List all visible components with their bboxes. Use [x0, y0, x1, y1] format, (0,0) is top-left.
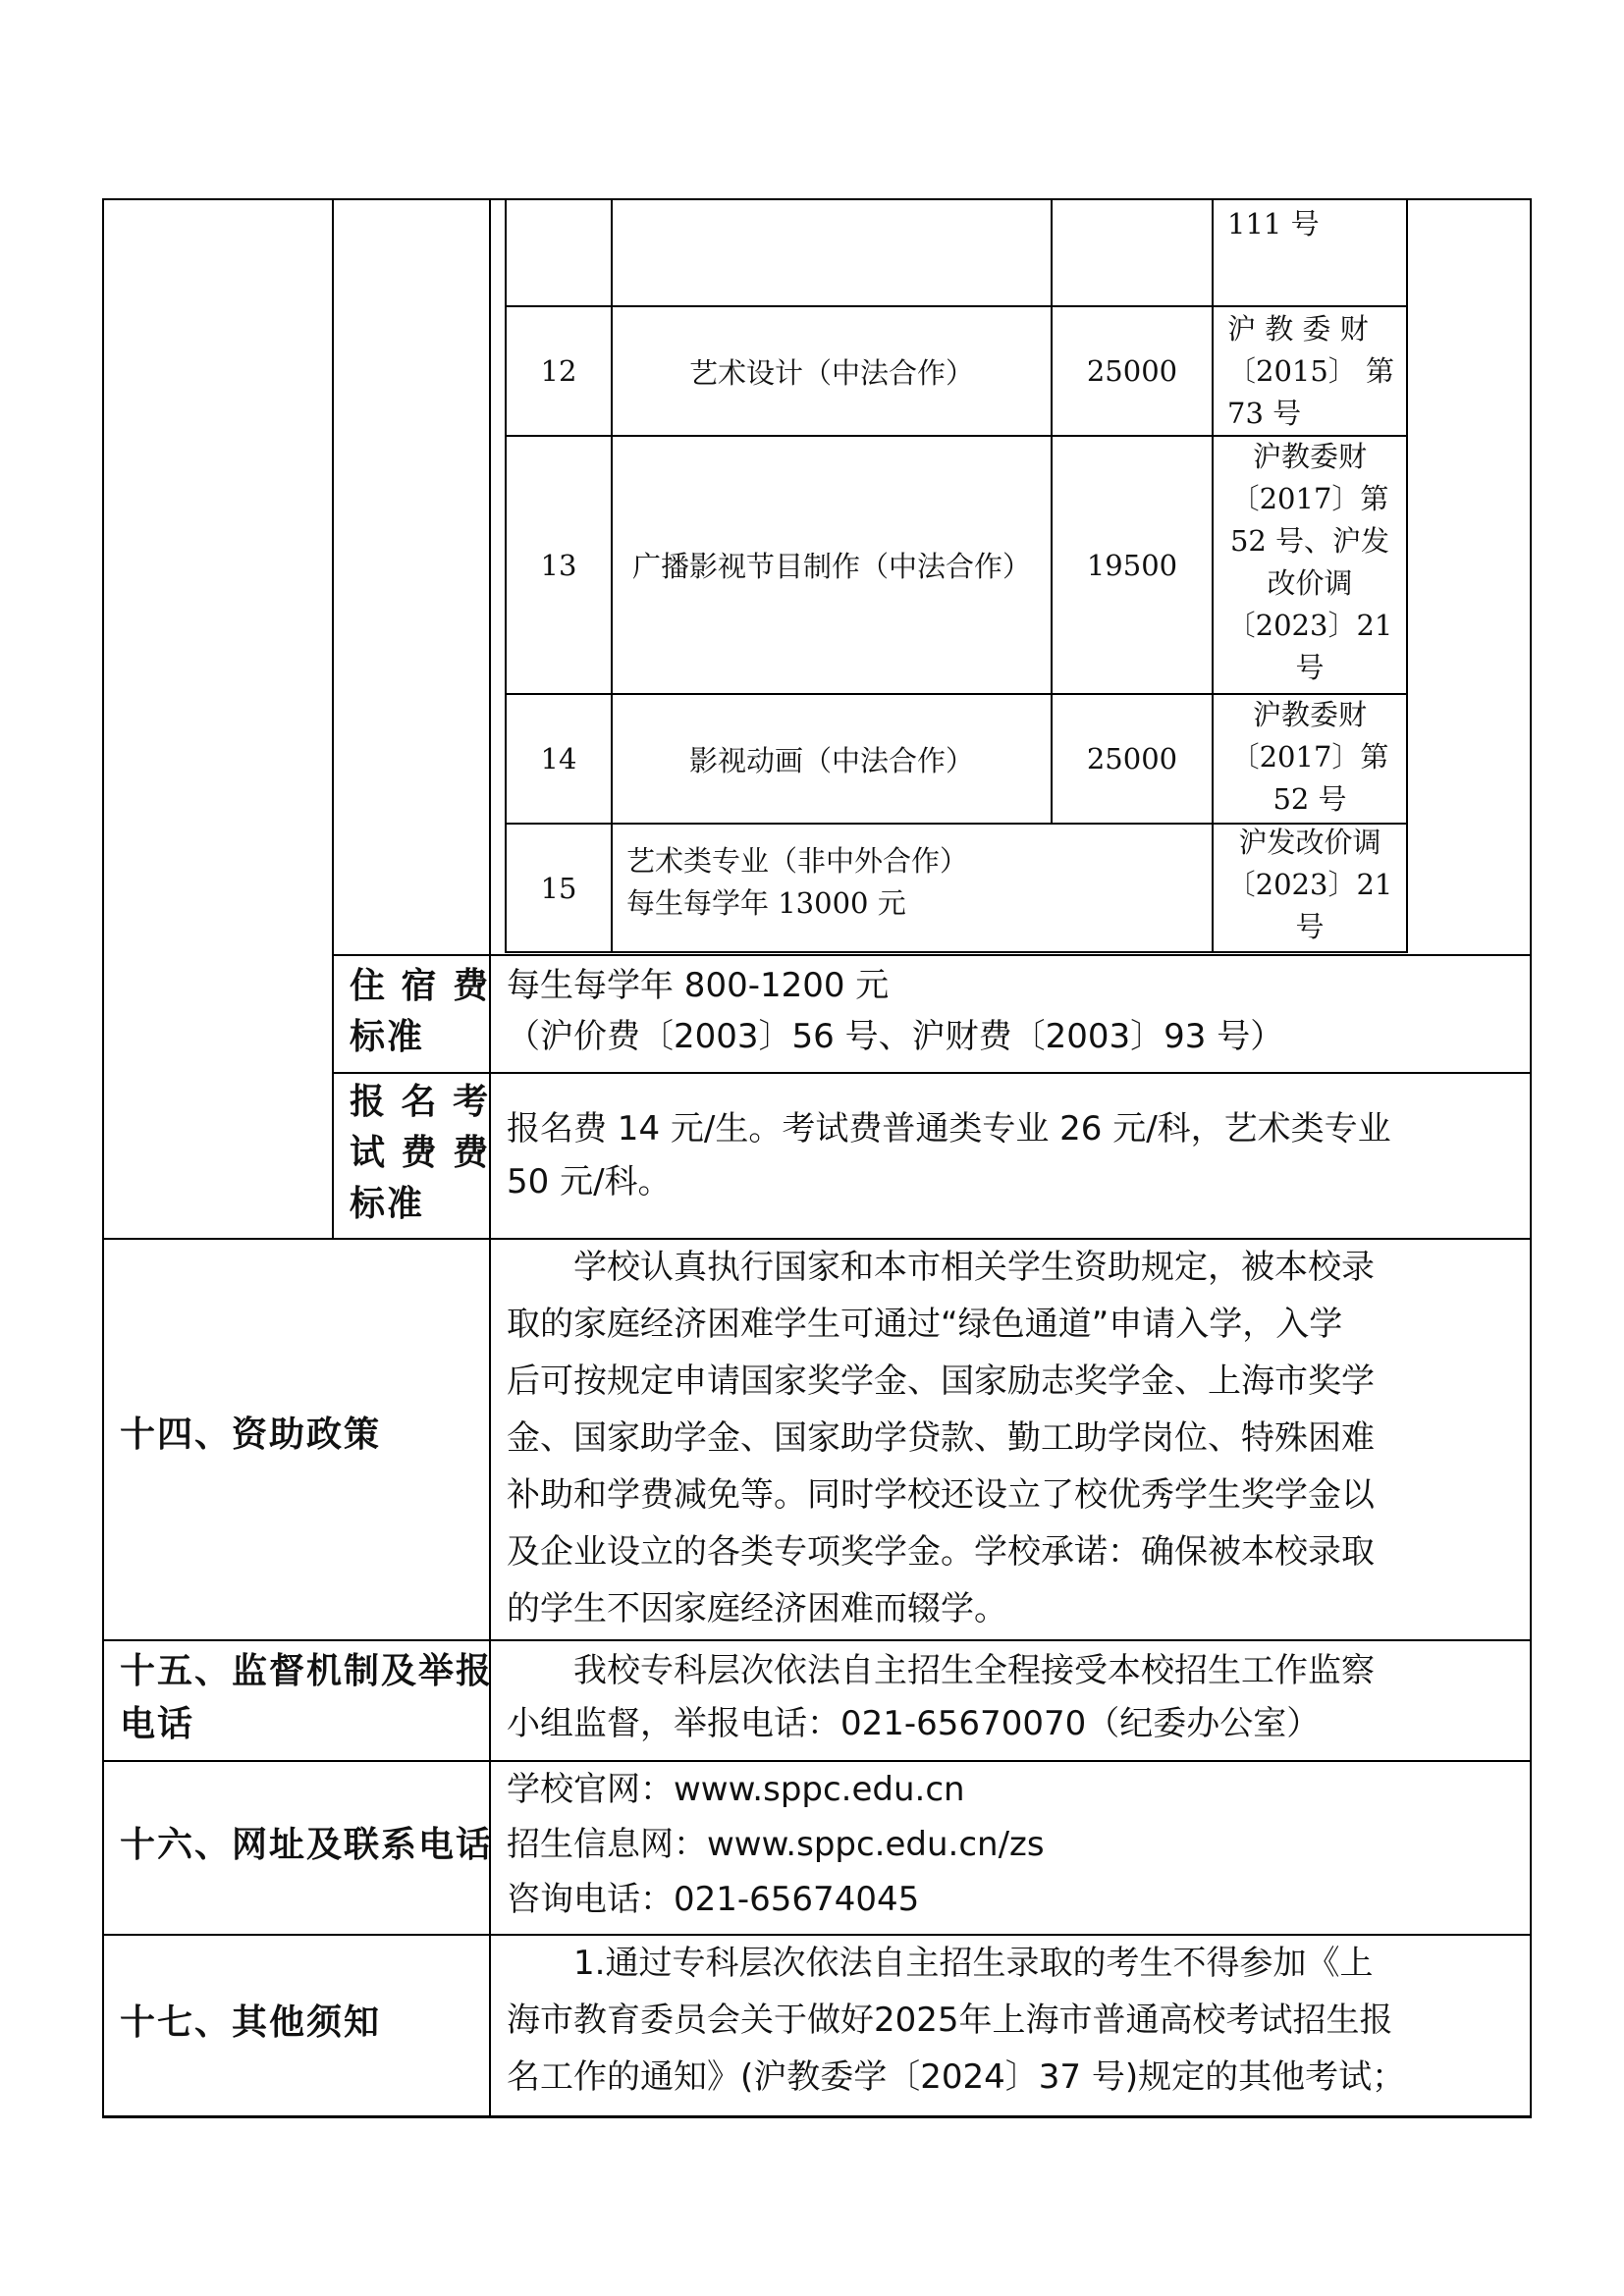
fee-basis-line: 号 — [1295, 910, 1325, 943]
section-content-line: 取的家庭经济困难学生可通过“绿色通道”申请入学，入学 — [507, 1305, 1343, 1344]
fee-basis-line: 〔2023〕21 — [1226, 609, 1393, 642]
fee-row-amount: 25000 — [1086, 742, 1178, 775]
admissions-website-link[interactable]: 招生信息网：www.sppc.edu.cn/zs — [507, 1825, 1045, 1864]
website-link[interactable]: 学校官网：www.sppc.edu.cn — [507, 1770, 965, 1809]
fee-basis-line: 52 号、沪发 — [1229, 524, 1390, 558]
fee-row-number: 12 — [540, 354, 577, 388]
fee-row-number: 13 — [540, 548, 577, 582]
section-17-content — [491, 1936, 1530, 2115]
fee-row-major-line: 艺术类专业（非中外合作） — [626, 844, 969, 878]
fee-basis-line: 沪发改价调 — [1238, 826, 1381, 859]
fee-row-major: 艺术设计（中法合作） — [688, 355, 974, 390]
section-14-label — [104, 1240, 489, 1639]
section-content-line: 后可按规定申请国家奖学金、国家励志奖学金、上海市奖学 — [507, 1362, 1375, 1401]
section-label-line: 十七、其他须知 — [120, 2002, 382, 2043]
fee-basis-line: 号 — [1295, 651, 1325, 684]
section-content-line: 的学生不因家庭经济困难而辍学。 — [507, 1589, 1007, 1629]
accommodation-label-line: 标准 — [350, 1017, 425, 1057]
section-15-content — [491, 1641, 1530, 1760]
fee-basis-line: 〔2017〕第 — [1230, 482, 1389, 515]
consult-phone: 咨询电话：021-65674045 — [507, 1880, 920, 1919]
fee-row-major: 影视动画（中法合作） — [688, 743, 974, 777]
fee-row-major — [613, 825, 1212, 951]
section-content-line: 补助和学费减免等。同时学校还设立了校优秀学生奖学金以 — [507, 1475, 1375, 1515]
fee-basis-line: 〔2023〕21 — [1226, 868, 1393, 901]
section-17-label — [104, 1936, 489, 2115]
accommodation-label — [334, 956, 489, 1072]
section-15-label — [104, 1641, 494, 1760]
section-content-line: 金、国家助学金、国家助学贷款、勤工助学岗位、特殊困难 — [507, 1418, 1375, 1458]
fee-basis-line: 52 号 — [1272, 782, 1347, 816]
section-content-line: 名工作的通知》(沪教委学〔2024〕37 号)规定的其他考试； — [507, 2057, 1406, 2097]
exam-fee-content-line: 报名费 14 元/生。考试费普通类专业 26 元/科，艺术类专业 — [507, 1109, 1391, 1148]
fee-row-major: 广播影视节目制作（中法合作） — [631, 550, 1031, 583]
section-content-line: 我校专科层次依法自主招生全程接受本校招生工作监察 — [507, 1651, 1375, 1690]
section-content-line: 1.通过专科层次依法自主招生录取的考生不得参加《上 — [507, 1944, 1374, 1983]
fee-row-number: 14 — [540, 742, 577, 775]
section-content-line: 小组监督，举报电话：021-65670070（纪委办公室） — [507, 1704, 1321, 1743]
section-label-line: 电话 — [120, 1704, 195, 1744]
fee-row-major-line: 每生每学年 13000 元 — [626, 886, 906, 920]
exam-fee-content-line: 50 元/科。 — [507, 1162, 672, 1201]
section-14-content — [491, 1240, 1530, 1639]
fee-basis-line: 沪教委财 — [1252, 698, 1367, 731]
fee-basis-cell — [1214, 825, 1406, 951]
inner-table-right — [1406, 198, 1408, 953]
fee-row-number: 15 — [540, 871, 577, 905]
fee-basis-line: 〔2015〕 第 — [1227, 354, 1395, 388]
section-label-line: 十六、网址及联系电话 — [120, 1825, 494, 1865]
fee-basis-line: 沪 教 委 财 — [1227, 312, 1369, 346]
exam-fee-label — [334, 1074, 489, 1238]
exam-fee-content — [491, 1074, 1530, 1238]
fee-basis-cell — [1214, 200, 1406, 305]
fee-row-amount: 25000 — [1086, 354, 1178, 388]
accommodation-content-line: （沪价费〔2003〕56 号、沪财费〔2003〕93 号） — [507, 1017, 1284, 1056]
section-label-line: 十五、监督机制及举报 — [120, 1651, 494, 1691]
accommodation-label-line: 住 宿 费 — [350, 966, 491, 1006]
fee-basis-line: 73 号 — [1227, 397, 1302, 430]
section-label-line: 十四、资助政策 — [120, 1415, 382, 1455]
exam-fee-label-line: 报 名 考 — [350, 1082, 491, 1122]
section-16-content — [491, 1762, 1530, 1934]
section-content-line: 学校认真执行国家和本市相关学生资助规定，被本校录 — [507, 1248, 1375, 1287]
fee-basis-line: 〔2017〕第 — [1230, 740, 1389, 774]
fee-basis-line: 111 号 — [1227, 207, 1320, 240]
fee-basis-cell — [1214, 695, 1406, 823]
accommodation-content-line: 每生每学年 800-1200 元 — [507, 966, 890, 1005]
fee-basis-line: 改价调 — [1267, 566, 1353, 600]
accommodation-content — [491, 956, 1530, 1072]
section-content-line: 海市教育委员会关于做好2025年上海市普通高校考试招生报 — [507, 2001, 1393, 2040]
table-bottom-border — [102, 2115, 1532, 2118]
inner-row-line — [505, 951, 1408, 953]
exam-fee-label-line: 标准 — [350, 1184, 425, 1224]
fee-basis-cell — [1214, 437, 1406, 693]
fee-row-amount: 19500 — [1086, 548, 1178, 582]
section-16-label — [104, 1762, 494, 1934]
fee-basis-line: 沪教委财 — [1252, 440, 1367, 473]
table-right-border — [1530, 198, 1532, 2117]
exam-fee-label-line: 试 费 费 — [350, 1133, 491, 1173]
section-content-line: 及企业设立的各类专项奖学金。学校承诺：确保被本校录取 — [507, 1532, 1375, 1572]
fee-basis-cell — [1214, 307, 1406, 435]
